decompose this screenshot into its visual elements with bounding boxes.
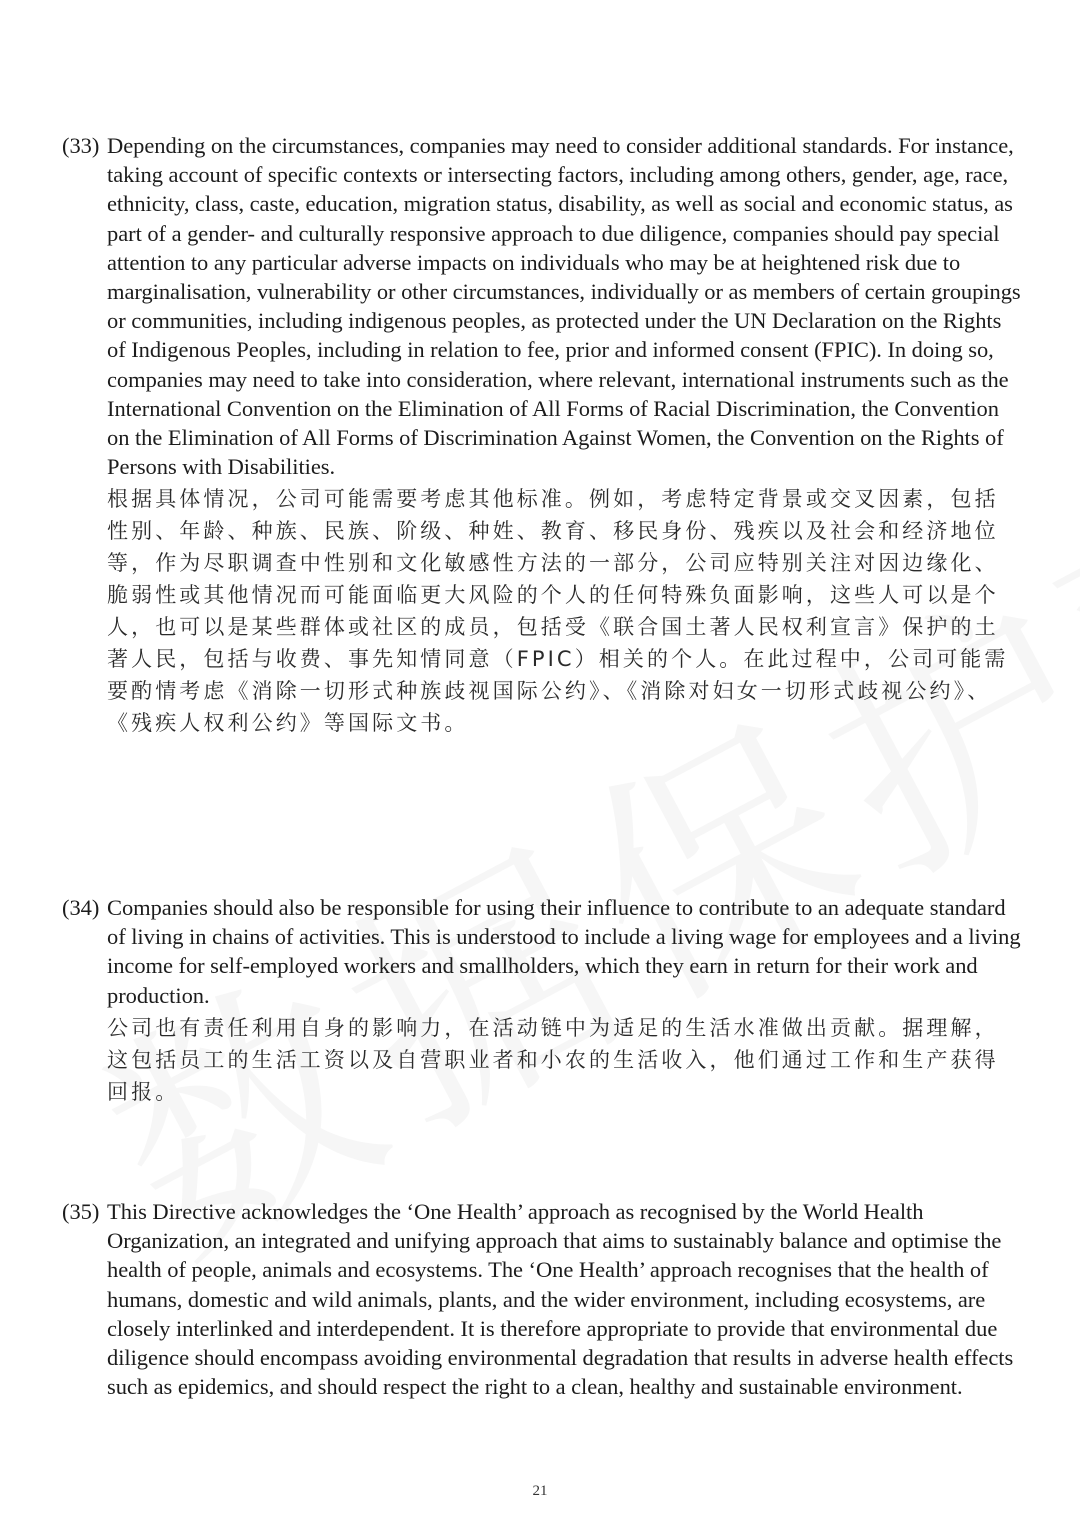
paragraph-35-number: (35) xyxy=(62,1199,100,1224)
paragraph-35 xyxy=(62,1197,1022,1401)
paragraph-33-chinese: 根据具体情况，公司可能需要考虑其他标准。例如，考虑特定背景或交叉因素，包括性别、年龄、种族、民族、阶级、种姓、教育、移民身份、残疾以及社会和经济地位等，作为尽职调查中性别和文化敏感性方法的一部分，公司应特别关注对因边缘化、脆弱性或其他情况而可能面临更大风险的个人的任何特殊负面影响，这些人可以是个人，也可以是某些群体或社区的成员，包括受《联合国土著人民权利宣言》保护的土著人民，包括与收费、事先知情同意（FPIC）相关的个人。在此过程中，公司可能需要酌情考虑《消除一切形式种族歧视国际公约》、《消除对妇女一切形式歧视公约》、《残疾人权利公约》等国际文书。 xyxy=(107,487,1009,736)
paragraph-34 xyxy=(62,893,1022,1108)
page-number: 21 xyxy=(532,1483,548,1499)
paragraph-34-english-block xyxy=(62,893,1022,1010)
paragraph-34-english: Companies should also be responsible for using their influence to contribute to an adequate standard of living in chains of activities. This is understood to include a living wage for employees and a living income for self-employed workers and smallholders, which they earn in return for their work and production. xyxy=(107,895,1021,1008)
paragraph-33 xyxy=(62,131,1022,739)
paragraph-34-number: (34) xyxy=(62,895,100,920)
paragraph-33-number: (33) xyxy=(62,133,100,158)
paragraph-33-english-block xyxy=(62,131,1022,481)
paragraph-35-english: This Directive acknowledges the ‘One Health’ approach as recognised by the World Health Organization, an integrated and unifying approach that aims to sustainably balance and optimise the health of people, animals and ecosystems. The ‘One Health’ approach recognises that the health of humans, domestic and wild animals, plants, and the wider environment, including ecosystems, are closely interlinked and interdependent. It is therefore appropriate to provide that environmental due diligence should encompass avoiding environmental degradation that results in adverse health effects such as epidemics, and should respect the right to a clean, healthy and sustainable environment. xyxy=(107,1199,1014,1400)
paragraph-35-english-block xyxy=(62,1197,1022,1401)
paragraph-33-english: Depending on the circumstances, companies may need to consider additional standards. For instance, taking account of specific contexts or intersecting factors, including among others, gender, age, race, ethnicity, class, caste, education, migration status, disability, as well as social and economic status, as part of a gender- and culturally responsive approach to due diligence, companies should pay special attention to any particular adverse impacts on individuals who may be at heightened risk due to marginalisation, vulnerability or other circumstances, individually or as members of certain groupings or communities, including indigenous peoples, as protected under the UN Declaration on the Rights of Indigenous Peoples, including in relation to fee, prior and informed consent (FPIC). In doing so, companies may need to take into consideration, where relevant, international instruments such as the International Convention on the Elimination of All Forms of Racial Discrimination, the Convention on the Elimination of All Forms of Discrimination Against Women, the Convention on the Rights of Persons with Disabilities. xyxy=(107,133,1021,480)
paragraph-34-chinese: 公司也有责任利用自身的影响力，在活动链中为适足的生活水准做出贡献。据理解，这包括员工的生活工资以及自营职业者和小农的生活收入，他们通过工作和生产获得回报。 xyxy=(107,1015,999,1104)
